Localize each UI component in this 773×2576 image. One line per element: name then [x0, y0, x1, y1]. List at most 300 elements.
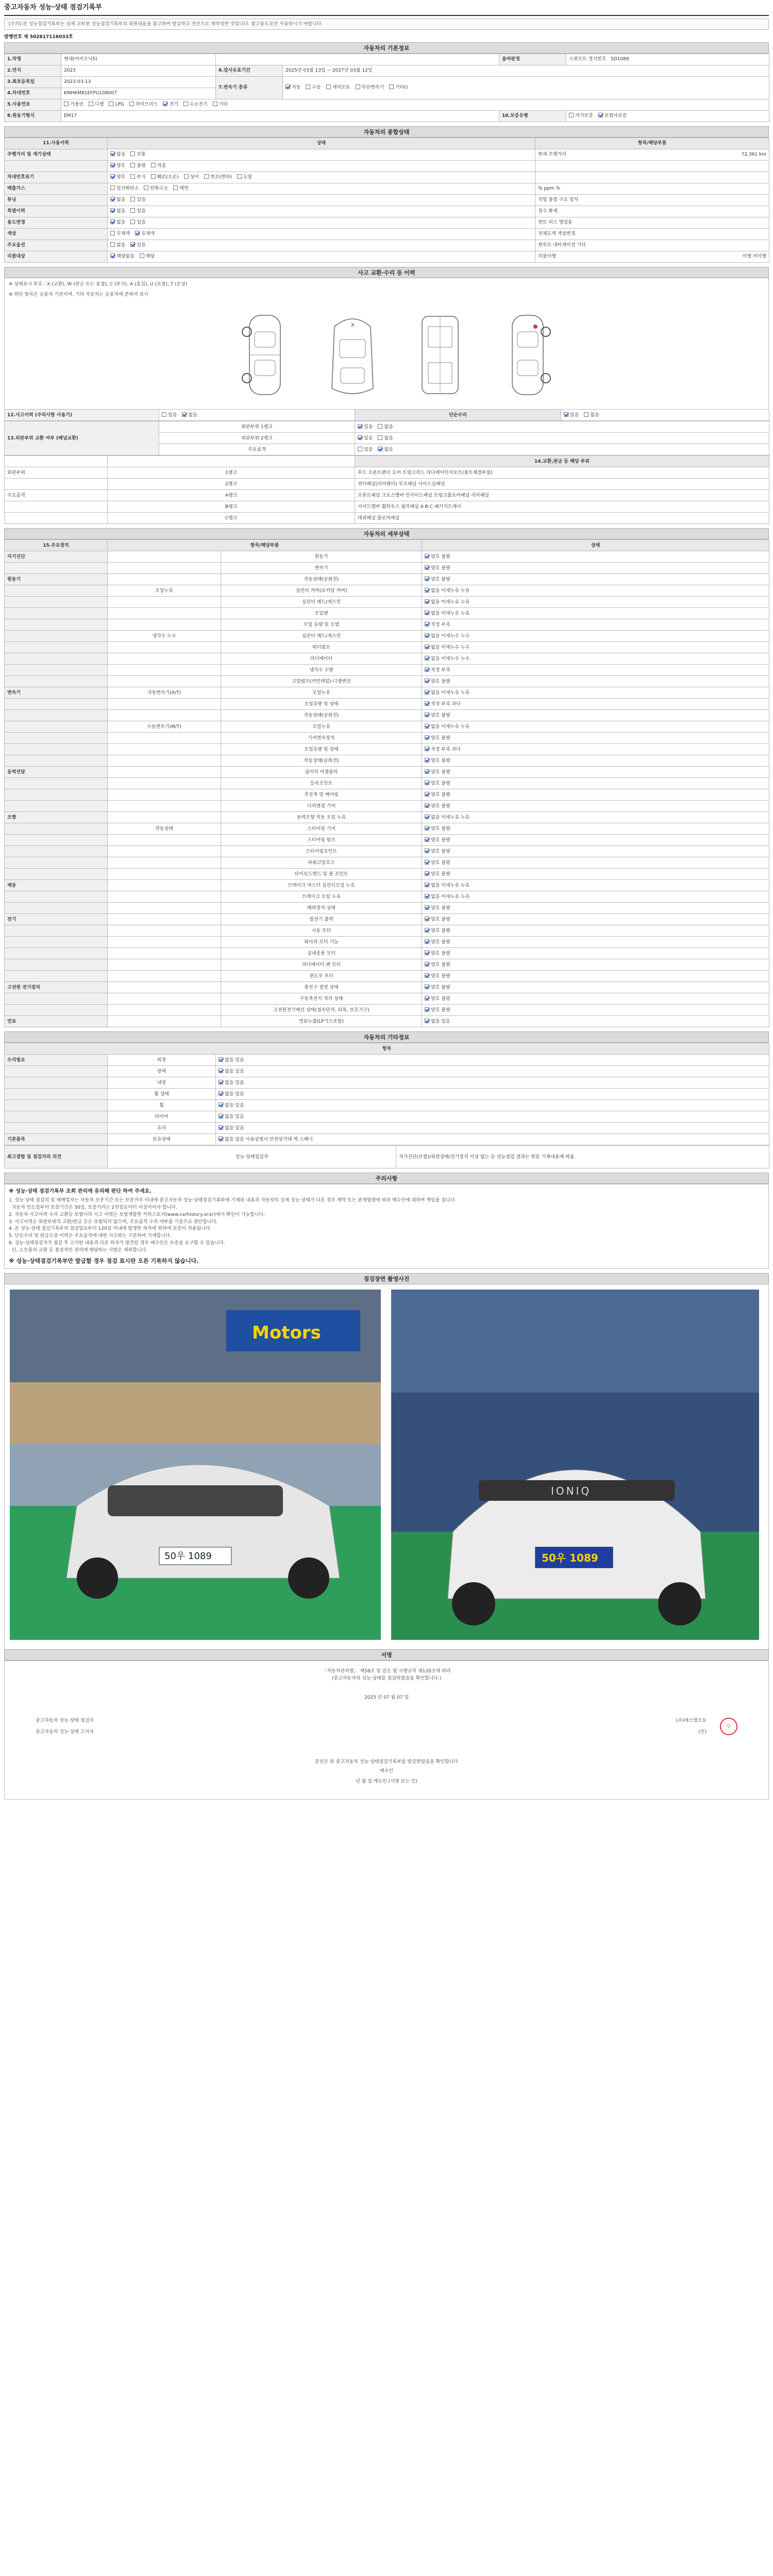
overall-row: [5, 183, 769, 194]
checkbox-icon[interactable]: [425, 985, 429, 989]
checkbox-icon[interactable]: [425, 826, 429, 831]
overall-option[interactable]: [110, 185, 139, 192]
checkbox-icon[interactable]: [219, 1125, 223, 1130]
issuer-name: (인): [698, 1730, 707, 1735]
checkbox-icon[interactable]: [219, 1114, 223, 1118]
checkbox-icon[interactable]: [184, 174, 189, 179]
detail-state: [422, 665, 769, 676]
detail-item: 실내송풍 모터: [221, 948, 422, 959]
sign-header: 서명: [4, 1649, 769, 1660]
fuel-option[interactable]: [89, 101, 104, 108]
checkbox-icon[interactable]: [306, 84, 310, 89]
detail-item: 스티어링 펌프: [221, 835, 422, 846]
issuer-label: 중고자동차 성능·상태 고지자: [36, 1730, 94, 1735]
detail-group: [5, 755, 108, 767]
overall-option[interactable]: [130, 163, 145, 169]
checkbox-icon[interactable]: [173, 185, 178, 190]
checkbox-icon[interactable]: [110, 151, 115, 156]
overall-header: 자동차의 종합상태: [4, 126, 769, 138]
checkbox-icon[interactable]: [64, 101, 69, 106]
checkbox-icon[interactable]: [425, 588, 429, 592]
overall-option[interactable]: [110, 151, 125, 158]
other-group: [5, 1066, 108, 1077]
transmission-option[interactable]: [326, 84, 350, 91]
fuel-option[interactable]: [183, 101, 208, 108]
overall-option[interactable]: [130, 242, 145, 248]
checkbox-icon[interactable]: [378, 447, 382, 451]
parts-table: [4, 455, 769, 524]
detail-state-text: 양호 불량: [431, 792, 450, 798]
detail-state-text: 없음 미세누유 누유: [431, 724, 470, 730]
detail-item: 냉각수 수량: [221, 665, 422, 676]
detail-state-text: 양호 불량: [431, 577, 450, 582]
checkbox-icon[interactable]: [425, 1007, 429, 1012]
checkbox-icon[interactable]: [213, 101, 217, 106]
checkbox-icon[interactable]: [425, 645, 429, 649]
parts-group-frame: 주요골격: [5, 490, 108, 501]
overall-option-label: 변조(변타): [210, 175, 232, 180]
detail-state: [422, 597, 769, 608]
overall-option[interactable]: [130, 151, 145, 158]
checkbox-icon[interactable]: [183, 101, 188, 106]
overall-option[interactable]: [110, 208, 125, 214]
overall-option[interactable]: [110, 253, 135, 260]
overall-option[interactable]: [110, 197, 125, 203]
detail-sub: [108, 733, 221, 744]
detail-sub: [108, 665, 221, 676]
car-frame-sketch: [412, 311, 468, 399]
detail-row: [5, 665, 769, 676]
simple-repair-option[interactable]: [564, 412, 579, 418]
checkbox-icon[interactable]: [425, 622, 429, 626]
accident-option[interactable]: [162, 412, 177, 418]
checkbox-icon[interactable]: [358, 447, 362, 451]
checkbox-icon[interactable]: [110, 219, 115, 224]
detail-sub: [108, 597, 221, 608]
checkbox-icon[interactable]: [425, 758, 429, 762]
checkbox-icon[interactable]: [425, 803, 429, 808]
overall-note-text: 현재 주행거리: [538, 152, 567, 158]
photos-area: [4, 1284, 769, 1645]
fuel-option-label: 전기: [169, 102, 178, 108]
detail-state-text: 적정 부족: [431, 622, 450, 628]
detail-group: [5, 1005, 108, 1016]
checkbox-icon[interactable]: [130, 151, 135, 156]
overall-option[interactable]: [184, 174, 199, 180]
other-row: [5, 1077, 769, 1089]
detail-state-text: 양호 불량: [431, 826, 450, 832]
receipt-line-1: 본인은 위 중고자동차 성능·상태점검기록부를 발급받았음을 확인합니다: [315, 1759, 458, 1765]
overall-option[interactable]: [151, 163, 166, 169]
parts-group-empty: [5, 479, 108, 490]
detail-item: 윈도우 모터: [221, 971, 422, 982]
fuel-option-label: 디젤: [95, 102, 104, 108]
rank-option[interactable]: [378, 435, 393, 442]
detail-sub: [108, 880, 221, 891]
checkbox-icon[interactable]: [425, 679, 429, 683]
checkbox-icon[interactable]: [130, 208, 135, 213]
detail-item: 시동 모터: [221, 925, 422, 937]
overall-option[interactable]: [130, 174, 145, 180]
front-plate: 50우 1089: [164, 1551, 212, 1562]
opinion-table: [4, 1145, 769, 1168]
detail-item: 오일팬: [221, 608, 422, 619]
checkbox-icon[interactable]: [425, 633, 429, 638]
detail-item: 작동상태(공회전): [221, 574, 422, 585]
detail-group: [5, 789, 108, 801]
overall-option[interactable]: [140, 253, 155, 260]
checkbox-icon[interactable]: [130, 197, 135, 201]
detail-row: [5, 653, 769, 665]
other-group: [5, 1111, 108, 1123]
checkbox-icon[interactable]: [356, 84, 360, 89]
checkbox-icon[interactable]: [425, 849, 429, 853]
detail-row: [5, 744, 769, 755]
checkbox-icon[interactable]: [425, 962, 429, 967]
detail-item: 동력조향 작동 오일 누유: [221, 812, 422, 823]
rear-plate: 50우 1089: [542, 1552, 598, 1565]
other-item: 보유상태: [108, 1134, 216, 1145]
checkbox-icon[interactable]: [425, 894, 429, 899]
overall-option[interactable]: [130, 219, 145, 226]
checkbox-icon[interactable]: [110, 197, 115, 201]
checkbox-icon[interactable]: [425, 769, 429, 774]
checkbox-icon[interactable]: [425, 951, 429, 955]
checkbox-icon[interactable]: [425, 599, 429, 604]
fuel-option[interactable]: [163, 101, 178, 108]
overall-row-label: 튜닝: [5, 194, 108, 206]
detail-group: 제동: [5, 880, 108, 891]
detail-state: [422, 778, 769, 789]
checkbox-icon[interactable]: [285, 84, 290, 89]
damage-header: 사고 교환·수리 등 이력: [4, 267, 769, 278]
detail-item: 오일유량 및 상태: [221, 744, 422, 755]
overall-option[interactable]: [130, 208, 145, 214]
detail-sub: [108, 857, 221, 869]
accident-option[interactable]: [182, 412, 197, 418]
checkbox-icon[interactable]: [110, 185, 115, 190]
other-state: [216, 1100, 769, 1111]
rank-option[interactable]: [378, 424, 393, 430]
overall-option[interactable]: [110, 174, 125, 180]
detail-group: [5, 971, 108, 982]
checkbox-icon[interactable]: [109, 101, 113, 106]
checkbox-icon[interactable]: [204, 174, 209, 179]
detail-group: [5, 710, 108, 721]
checkbox-icon[interactable]: [378, 424, 382, 429]
detail-group: 전기: [5, 914, 108, 925]
warranty-option-label: 자가보증: [575, 113, 593, 119]
checkbox-icon[interactable]: [389, 84, 394, 89]
opinion-inspector: 성능·상태점검자: [108, 1146, 396, 1168]
checkbox-icon[interactable]: [110, 242, 115, 247]
detail-group: [5, 959, 108, 971]
inspector-stamp: 인: [720, 1718, 737, 1735]
checkbox-icon[interactable]: [89, 101, 93, 106]
warranty-option[interactable]: [598, 113, 627, 119]
detail-sub: [108, 619, 221, 631]
detail-group: [5, 631, 108, 642]
fuel-option[interactable]: [109, 101, 124, 108]
detail-state: [422, 869, 769, 880]
detail-state-text: 양호 불량: [431, 837, 450, 843]
warranty-option[interactable]: [569, 113, 593, 119]
overall-row-options: [108, 149, 535, 160]
checkbox-icon[interactable]: [130, 219, 135, 224]
overall-option-label: 불량: [137, 163, 146, 169]
rank-option[interactable]: [358, 435, 373, 442]
vin-label: 4.차대번호: [5, 88, 61, 99]
overall-row-options: [108, 206, 535, 217]
transmission-option[interactable]: [389, 84, 408, 91]
first-reg-value: 2023-03-13: [61, 76, 216, 88]
detail-state-text: 양호 불량: [431, 679, 450, 684]
detail-item: 변속기: [221, 563, 422, 574]
transmission-label: 7.변속기 종류: [216, 76, 283, 99]
other-header: 자동차의 기타정보: [4, 1031, 769, 1043]
checkbox-icon[interactable]: [182, 412, 187, 417]
detail-sub: [108, 767, 221, 778]
detail-state-text: 양호 불량: [431, 860, 450, 866]
checkbox-icon[interactable]: [425, 724, 429, 728]
checkbox-icon[interactable]: [326, 84, 331, 89]
checkbox-icon[interactable]: [425, 554, 429, 558]
checkbox-icon[interactable]: [598, 113, 603, 117]
other-state-text: 없음 있음 사용설명서 안전삼각대 잭 스패너: [225, 1137, 313, 1142]
parts-items: 대쉬패널 플로어패널: [355, 513, 769, 524]
overall-option[interactable]: [110, 231, 130, 237]
overall-note-text: 렌트 리스 영업용: [538, 220, 573, 226]
overall-option[interactable]: [173, 185, 188, 192]
checkbox-icon[interactable]: [425, 837, 429, 842]
checkbox-icon[interactable]: [425, 747, 429, 751]
fuel-option[interactable]: [129, 101, 158, 108]
checkbox-icon[interactable]: [425, 905, 429, 910]
rank-option[interactable]: [358, 424, 373, 430]
checkbox-icon[interactable]: [110, 163, 115, 167]
overall-option[interactable]: [110, 163, 125, 169]
checkbox-icon[interactable]: [425, 883, 429, 887]
overall-option-label: 없음: [116, 220, 126, 226]
checkbox-icon[interactable]: [425, 701, 429, 706]
checkbox-icon[interactable]: [425, 690, 429, 694]
checkbox-icon[interactable]: [219, 1103, 223, 1107]
checkbox-icon[interactable]: [425, 939, 429, 944]
other-state: [216, 1134, 769, 1145]
checkbox-icon[interactable]: [130, 174, 135, 179]
checkbox-icon[interactable]: [425, 611, 429, 615]
overall-option[interactable]: [204, 174, 232, 180]
checkbox-icon[interactable]: [425, 815, 429, 819]
overall-option-label: 훼손(오손): [157, 175, 179, 180]
notes-line: 4. 본 성능·상태 점검기록부의 점검일로부터 120일 이내에 발생한 하자에 한하여 보증이 적용됩니다.: [9, 1226, 212, 1232]
overall-option[interactable]: [144, 185, 168, 192]
checkbox-icon[interactable]: [129, 101, 134, 106]
checkbox-icon[interactable]: [358, 435, 362, 440]
checkbox-icon[interactable]: [237, 174, 242, 179]
simple-repair-option[interactable]: [584, 412, 599, 418]
checkbox-icon[interactable]: [110, 208, 115, 213]
detail-group: [5, 619, 108, 631]
rear-photo-image: [391, 1290, 759, 1640]
notes-title: ※ 성능·상태 점검기록부 조회 관리에 유의해 판단 하여 주세요.: [9, 1189, 152, 1195]
overall-row: [5, 160, 769, 172]
validity-label: 6.검사유효기간: [216, 65, 283, 76]
detail-state: [422, 676, 769, 687]
notes-line: 3. 사고이력은 외판부위의 교환/판금 등은 포함되지 않으며, 주요골격 수리 여부를 기준으로 판단합니다.: [9, 1219, 218, 1225]
detail-state: [422, 767, 769, 778]
fuel-option-label: LPG: [115, 102, 124, 108]
checkbox-icon[interactable]: [425, 917, 429, 921]
detail-sub: [108, 891, 221, 903]
detail-state-text: 없음 미세누유 누유: [431, 690, 470, 696]
other-state-text: 없음 있음: [225, 1114, 244, 1120]
detail-item: 실린더 헤드/개스킷: [221, 597, 422, 608]
detail-state-text: 양호 불량: [431, 951, 450, 956]
rear-brand: IONIQ: [551, 1485, 592, 1498]
overall-option[interactable]: [237, 174, 252, 180]
overall-option[interactable]: [135, 231, 155, 237]
detail-state-text: 양호 불량: [431, 758, 450, 764]
checkbox-icon[interactable]: [219, 1069, 223, 1073]
parts-rank: C랭크: [108, 513, 355, 524]
checkbox-icon[interactable]: [425, 973, 429, 978]
detail-row: [5, 551, 769, 563]
checkbox-icon[interactable]: [584, 412, 589, 417]
checkbox-icon[interactable]: [425, 667, 429, 672]
checkbox-icon[interactable]: [151, 174, 156, 179]
detail-state-text: 없음 미세누유 누유: [431, 611, 470, 616]
transmission-option[interactable]: [285, 84, 300, 91]
checkbox-icon[interactable]: [144, 185, 148, 190]
overall-option-label: 도말: [243, 175, 253, 180]
rank-table: [4, 421, 769, 455]
detail-sub: [108, 801, 221, 812]
overall-row: [5, 194, 769, 206]
overall-row: [5, 228, 769, 240]
checkbox-icon[interactable]: [425, 860, 429, 865]
checkbox-icon[interactable]: [110, 231, 115, 235]
checkbox-icon[interactable]: [569, 113, 574, 117]
overall-option[interactable]: [110, 219, 125, 226]
detail-sub: [108, 959, 221, 971]
checkbox-icon[interactable]: [151, 163, 156, 167]
other-item: 내장: [108, 1077, 216, 1089]
checkbox-icon[interactable]: [378, 435, 382, 440]
overall-option-label: 없음: [116, 197, 126, 203]
detail-state: [422, 937, 769, 948]
checkbox-icon[interactable]: [564, 412, 568, 417]
parts-items: 쿼터패널(리어펜더) 루프패널 사이드실패널: [355, 479, 769, 490]
detail-state: [422, 687, 769, 699]
detail-state: [422, 801, 769, 812]
checkbox-icon[interactable]: [425, 713, 429, 717]
checkbox-icon[interactable]: [425, 577, 429, 581]
overall-row-label: 주요옵션: [5, 240, 108, 251]
detail-item: 등속조인트: [221, 778, 422, 789]
sign-line-2: (중고자동차의 성능·상태를 점검하였음을 확인합니다.): [331, 1676, 442, 1682]
checkbox-icon[interactable]: [219, 1137, 223, 1141]
fuel-option[interactable]: [64, 101, 83, 108]
detail-sub: 냉각수 누수: [108, 631, 221, 642]
transmission-option[interactable]: [306, 84, 321, 91]
transmission-option[interactable]: [356, 84, 384, 91]
rank-option[interactable]: [378, 447, 393, 453]
checkbox-icon[interactable]: [425, 565, 429, 570]
checkbox-icon[interactable]: [219, 1080, 223, 1084]
detail-state-text: 양호 불량: [431, 928, 450, 934]
other-item: 유리: [108, 1123, 216, 1134]
checkbox-icon[interactable]: [110, 174, 115, 179]
detail-sub: [108, 914, 221, 925]
checkbox-icon[interactable]: [110, 253, 115, 258]
checkbox-icon[interactable]: [162, 412, 166, 417]
detail-state-text: 양호 불량: [431, 962, 450, 968]
overall-option[interactable]: [151, 174, 179, 180]
checkbox-icon[interactable]: [425, 928, 429, 933]
fuel-option[interactable]: [213, 101, 228, 108]
notes-box: [4, 1184, 769, 1269]
parts-items: 후드 프론트펜더 도어 트렁크리드 라디에이터서포트(볼트체결부품): [355, 467, 769, 479]
checkbox-icon[interactable]: [163, 101, 167, 106]
car-front-top-sketch: [324, 311, 381, 399]
checkbox-icon[interactable]: [219, 1091, 223, 1096]
checkbox-icon[interactable]: [425, 656, 429, 660]
overall-row: [5, 172, 769, 183]
parts-rank: 1랭크: [108, 467, 355, 479]
detail-item: 실린더 커버(로커암 커버): [221, 585, 422, 597]
other-state: [216, 1055, 769, 1066]
checkbox-icon[interactable]: [425, 996, 429, 1001]
checkbox-icon[interactable]: [130, 163, 135, 167]
checkbox-icon[interactable]: [425, 792, 429, 796]
rank-item: 주요골격: [159, 444, 355, 455]
first-reg-label: 3.최초등록일: [5, 76, 61, 88]
detail-state-text: 양호 불량: [431, 905, 450, 911]
overall-row: [5, 206, 769, 217]
notes-line: 1. 성능·상태 점검의 및 매매업자는 자동차 보증기간 또는 보증거리 이내에 중고자동차 성능·상태점검기록부에 기재된 내용과 자동차의 실제 성능·상태가 다른 경우 계약 또는 관계법령에 따라 매수인에 대하여 책임을 집니다.: [9, 1197, 457, 1203]
checkbox-icon[interactable]: [425, 781, 429, 785]
checkbox-icon[interactable]: [425, 735, 429, 740]
other-row: [5, 1066, 769, 1077]
overall-option-label: 많음: [116, 152, 126, 158]
overall-option[interactable]: [110, 242, 125, 248]
detail-item: 작동상태(공회전): [221, 755, 422, 767]
detail-sub: [108, 1016, 221, 1027]
legend-line-2: ※ 하단 항목은 승용차 기준이며, 기타 자동차는 승용차에 준하여 표시: [9, 292, 148, 298]
detail-sub: [108, 812, 221, 823]
opinion-detail: 자가진단(보험)/외관상태/전기장치 이상 없는 등 성능점검 결과는 원문 기재내용에 따름: [396, 1146, 769, 1168]
car-right-side-sketch: [499, 311, 556, 399]
checkbox-icon[interactable]: [219, 1057, 223, 1062]
checkbox-icon[interactable]: [425, 871, 429, 876]
overall-option[interactable]: [130, 197, 145, 203]
checkbox-icon[interactable]: [130, 242, 135, 247]
checkbox-icon[interactable]: [358, 424, 362, 429]
overall-note-text: 침수 화재: [538, 209, 558, 214]
checkbox-icon[interactable]: [140, 253, 144, 258]
checkbox-icon[interactable]: [425, 1019, 429, 1023]
detail-group: [5, 869, 108, 880]
detail-state: [422, 971, 769, 982]
rank-option[interactable]: [358, 447, 373, 453]
other-state: [216, 1066, 769, 1077]
overall-row: [5, 240, 769, 251]
other-state: [216, 1123, 769, 1134]
checkbox-icon[interactable]: [135, 231, 140, 235]
other-state: [216, 1089, 769, 1100]
detail-row: [5, 687, 769, 699]
